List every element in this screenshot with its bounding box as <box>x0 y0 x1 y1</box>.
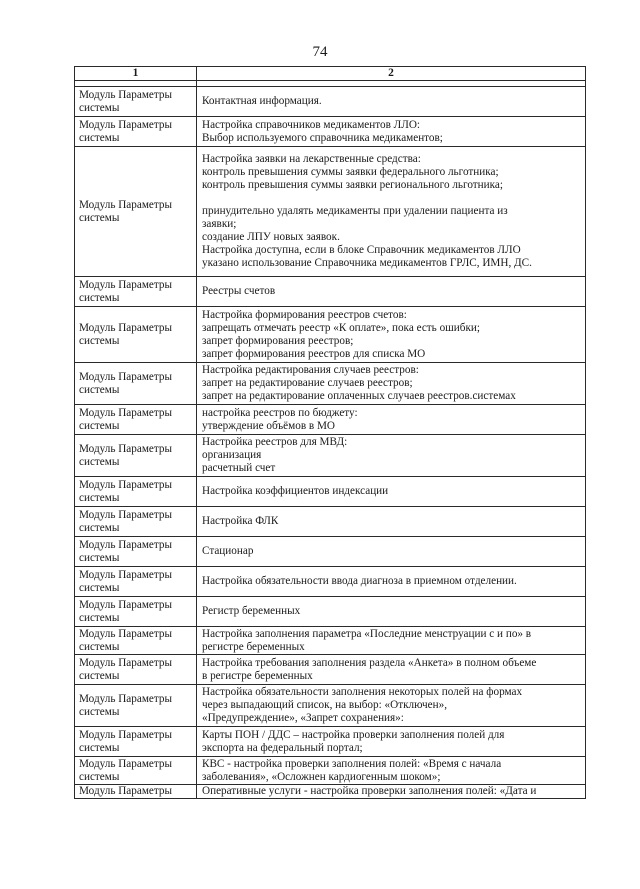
parameters-table <box>74 66 586 799</box>
setting-cell <box>197 567 586 597</box>
table-row <box>75 117 586 147</box>
module-cell <box>75 435 197 477</box>
setting-cell <box>197 727 586 757</box>
column-header-1: 1 <box>75 67 197 81</box>
setting-text: Оперативные услуги - настройка проверки заполнения полей: «Дата и <box>202 785 537 797</box>
table-row <box>75 507 586 537</box>
setting-text: указано использование Справочника медикаментов ГРЛС, ИМН, ДС. <box>202 257 532 269</box>
setting-text: запрет на редактирование случаев реестров; <box>202 377 413 389</box>
module-text: Модуль Параметры <box>79 88 173 101</box>
table-row <box>75 655 586 685</box>
module-text: Модуль Параметры <box>79 627 173 640</box>
setting-text: регистре беременных <box>202 640 305 653</box>
setting-text: Стационар <box>202 545 254 557</box>
setting-text: Регистр беременных <box>202 605 301 617</box>
setting-text: заявки; <box>202 218 237 230</box>
module-text: системы <box>79 131 120 144</box>
table-row <box>75 363 586 405</box>
table-row <box>75 87 586 117</box>
setting-text: создание ЛПУ новых заявок. <box>202 231 340 243</box>
setting-cell <box>197 363 586 405</box>
module-cell <box>75 685 197 727</box>
setting-text: запрещать отмечать реестр «К оплате», пока есть ошибки; <box>202 321 480 334</box>
module-cell <box>75 507 197 537</box>
setting-cell <box>197 655 586 685</box>
setting-text: Настройка справочников медикаментов ЛЛО: <box>202 118 421 131</box>
table-row <box>75 685 586 727</box>
setting-text: Настройка заявки на лекарственные средства: <box>202 153 421 165</box>
setting-text: Карты ПОН / ДДС – настройка проверки заполнения полей для <box>202 728 505 741</box>
setting-text: через выпадающий список, на выбор: «Отключен», <box>202 699 447 711</box>
module-text: системы <box>79 455 120 468</box>
setting-cell <box>197 627 586 655</box>
setting-text: заболевания», «Осложнен кардиогенным шоком»; <box>202 770 441 783</box>
module-text: Модуль Параметры <box>79 568 173 581</box>
module-text: Модуль Параметры <box>79 478 173 491</box>
setting-cell <box>197 87 586 117</box>
setting-cell <box>197 597 586 627</box>
setting-text: организация <box>202 449 262 461</box>
module-text: Модуль Параметры <box>79 508 173 521</box>
setting-text: Настройка обязательности заполнения некоторых полей на формах <box>202 686 523 698</box>
setting-text: в регистре беременных <box>202 669 313 682</box>
setting-text: «Предупреждение», «Запрет сохранения»: <box>202 712 404 724</box>
module-cell <box>75 655 197 685</box>
setting-text: Настройка ФЛК <box>202 515 279 527</box>
module-text: Модуль Параметры <box>79 656 173 669</box>
module-text: Модуль Параметры <box>79 321 173 334</box>
module-text: системы <box>79 101 120 114</box>
module-text: Модуль Параметры <box>79 370 173 383</box>
module-text: Модуль Параметры <box>79 728 173 741</box>
module-cell <box>75 477 197 507</box>
setting-cell <box>197 117 586 147</box>
setting-cell <box>197 477 586 507</box>
table-row <box>75 567 586 597</box>
module-text: системы <box>79 640 120 653</box>
setting-cell <box>197 685 586 727</box>
setting-cell <box>197 405 586 435</box>
module-cell <box>75 785 197 799</box>
setting-cell <box>197 277 586 307</box>
table-row <box>75 435 586 477</box>
table-row <box>75 537 586 567</box>
module-text: системы <box>79 741 120 754</box>
module-text: системы <box>79 669 120 682</box>
column-header-2: 2 <box>197 67 586 81</box>
setting-cell <box>197 147 586 277</box>
module-cell <box>75 277 197 307</box>
module-text: Модуль Параметры <box>79 406 173 419</box>
module-text: Модуль Параметры <box>79 538 173 551</box>
module-text: системы <box>79 383 120 396</box>
module-text: системы <box>79 291 120 304</box>
module-cell <box>75 147 197 277</box>
setting-cell <box>197 507 586 537</box>
module-text: системы <box>79 611 120 624</box>
setting-cell <box>197 785 586 799</box>
module-text: Модуль Параметры <box>79 757 173 770</box>
setting-text: Настройка заполнения параметра «Последние менструации с и по» в <box>202 627 532 640</box>
setting-text: утверждение объёмов в МО <box>202 419 335 432</box>
module-cell <box>75 117 197 147</box>
setting-text: запрет формирования реестров; <box>202 334 354 347</box>
setting-text: КВС - настройка проверки заполнения полей: «Время с начала <box>202 757 502 770</box>
module-text: системы <box>79 211 120 224</box>
module-text: системы <box>79 491 120 504</box>
setting-text: контроль превышения суммы заявки регионального льготника; <box>202 179 503 191</box>
module-cell <box>75 405 197 435</box>
module-text: системы <box>79 334 120 347</box>
module-text: Модуль Параметры <box>79 598 173 611</box>
setting-text: Настройка коэффициентов индексации <box>202 485 389 497</box>
setting-text: Настройка требования заполнения раздела «Анкета» в полном объеме <box>202 656 537 669</box>
table-row <box>75 757 586 785</box>
module-cell <box>75 87 197 117</box>
setting-text: запрет на редактирование оплаченных случаев реестров.системах <box>202 390 516 402</box>
setting-text: Настройка доступна, если в блоке Справочник медикаментов ЛЛО <box>202 244 521 256</box>
setting-text: Выбор используемого справочника медикаментов; <box>202 131 443 144</box>
table-row <box>75 727 586 757</box>
setting-text: принудительно удалять медикаменты при удалении пациента из <box>202 205 508 217</box>
module-cell <box>75 307 197 363</box>
table-header-row <box>75 67 586 81</box>
module-text: системы <box>79 705 120 718</box>
module-text: Модуль Параметры <box>79 278 173 291</box>
setting-cell <box>197 537 586 567</box>
module-cell <box>75 757 197 785</box>
module-text: системы <box>79 419 120 432</box>
setting-text: контроль превышения суммы заявки федерального льготника; <box>202 166 499 178</box>
setting-text: Настройка реестров для МВД: <box>202 436 348 448</box>
table-row <box>75 307 586 363</box>
table-row <box>75 597 586 627</box>
setting-text: Настройка формирования реестров счетов: <box>202 308 407 321</box>
page-number: 74 <box>312 44 328 60</box>
module-cell <box>75 567 197 597</box>
setting-text: экспорта на федеральный портал; <box>202 741 363 754</box>
setting-text: Реестры счетов <box>202 285 276 297</box>
module-text: Модуль Параметры <box>79 442 173 455</box>
setting-text: Настройка обязательности ввода диагноза в приемном отделении. <box>202 575 517 587</box>
module-cell <box>75 627 197 655</box>
setting-cell <box>197 757 586 785</box>
table-row <box>75 627 586 655</box>
setting-text: Настройка редактирования случаев реестров: <box>202 364 419 376</box>
setting-cell <box>197 435 586 477</box>
module-text: системы <box>79 551 120 564</box>
setting-text: настройка реестров по бюджету: <box>202 406 358 419</box>
table-row <box>75 785 586 799</box>
setting-cell <box>197 307 586 363</box>
module-cell <box>75 597 197 627</box>
setting-text: запрет формирования реестров для списка МО <box>202 347 426 360</box>
module-cell <box>75 363 197 405</box>
module-text: Модуль Параметры <box>79 785 173 797</box>
module-text: Модуль Параметры <box>79 118 173 131</box>
setting-text: Контактная информация. <box>202 95 322 107</box>
table-body <box>75 81 586 799</box>
setting-text: расчетный счет <box>202 462 276 474</box>
table-row <box>75 277 586 307</box>
module-text: Модуль Параметры <box>79 198 173 211</box>
table-row <box>75 477 586 507</box>
module-text: Модуль Параметры <box>79 692 173 705</box>
module-cell <box>75 727 197 757</box>
module-text: системы <box>79 521 120 534</box>
blank-line <box>202 192 581 205</box>
table-row <box>75 405 586 435</box>
module-text: системы <box>79 581 120 594</box>
module-cell <box>75 537 197 567</box>
module-text: системы <box>79 770 120 783</box>
table-row <box>75 147 586 277</box>
